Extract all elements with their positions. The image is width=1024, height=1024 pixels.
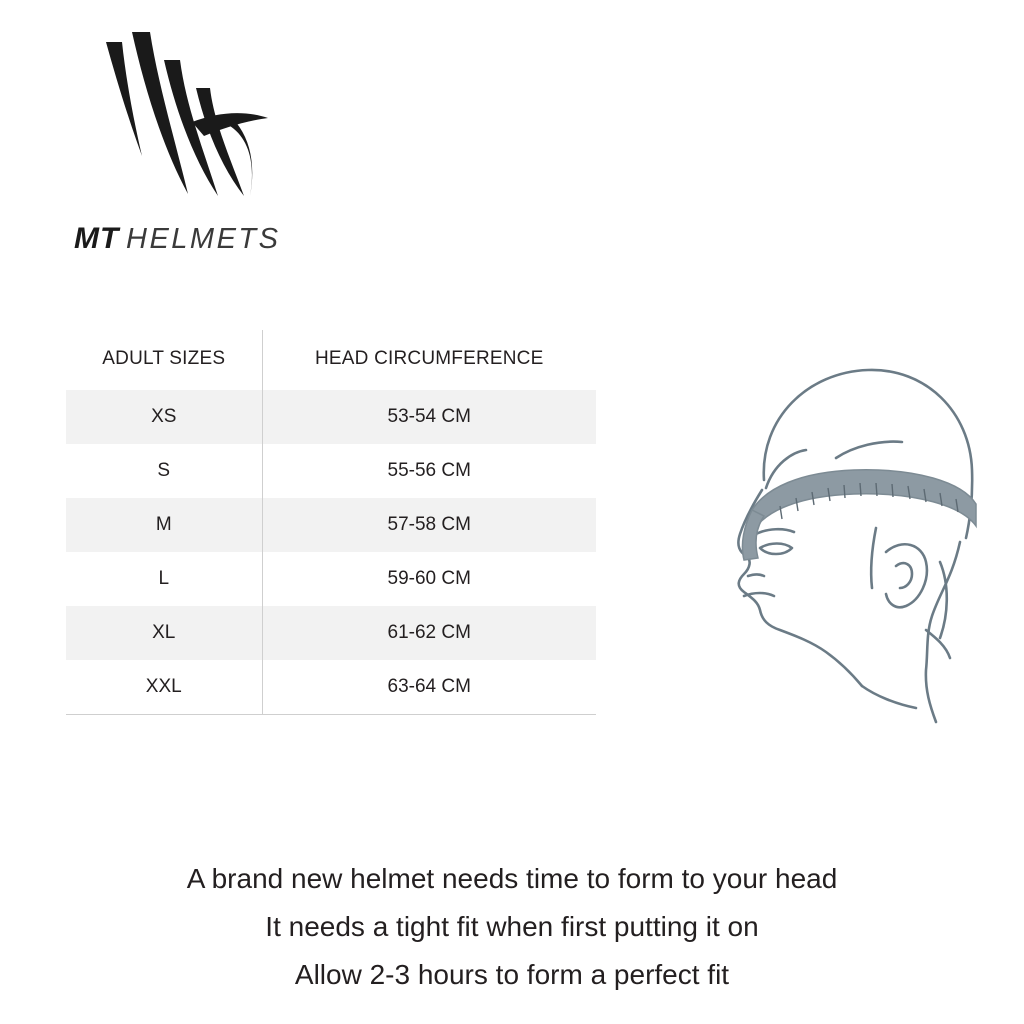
cell-size: M <box>66 498 262 552</box>
table-row <box>66 390 596 444</box>
cell-circumference: 55-56 CM <box>387 460 471 481</box>
column-header-adult-sizes: ADULT SIZES <box>66 330 262 390</box>
table-row <box>66 660 596 715</box>
measuring-tape-icon <box>742 470 976 560</box>
note-line-2: It needs a tight fit when first putting it on <box>265 911 759 942</box>
svg-text:MT: MT <box>74 222 120 255</box>
head-measurement-diagram <box>640 330 1000 730</box>
cell-size: XS <box>66 390 262 444</box>
table-header-row <box>66 330 596 390</box>
cell-circumference: 61-62 CM <box>262 606 596 660</box>
fit-advice-note <box>0 855 1024 999</box>
note-line-3: Allow 2-3 hours to form a perfect fit <box>294 959 730 990</box>
brand-wordmark <box>74 222 364 256</box>
brand-logo <box>72 26 372 255</box>
table-row <box>66 606 596 660</box>
cell-size: XL <box>66 606 262 660</box>
size-chart-table <box>66 330 596 715</box>
column-header-head-circumference: HEAD CIRCUMFERENCE <box>315 348 544 369</box>
cell-circumference: 57-58 CM <box>262 498 596 552</box>
svg-text:HELMETS: HELMETS <box>126 223 281 255</box>
cell-size: L <box>66 552 262 606</box>
note-line-1: A brand new helmet needs time to form to your head <box>186 863 838 894</box>
cell-size: XXL <box>66 660 262 715</box>
cell-circumference: 63-64 CM <box>262 660 596 715</box>
cell-size: S <box>66 444 262 498</box>
head-profile-icon <box>640 330 1000 730</box>
mt-helmets-logo-icon <box>72 26 372 226</box>
table-row <box>66 444 596 498</box>
table-row <box>66 552 596 606</box>
cell-circumference: 59-60 CM <box>387 568 471 589</box>
cell-circumference: 53-54 CM <box>262 390 596 444</box>
table-row <box>66 498 596 552</box>
